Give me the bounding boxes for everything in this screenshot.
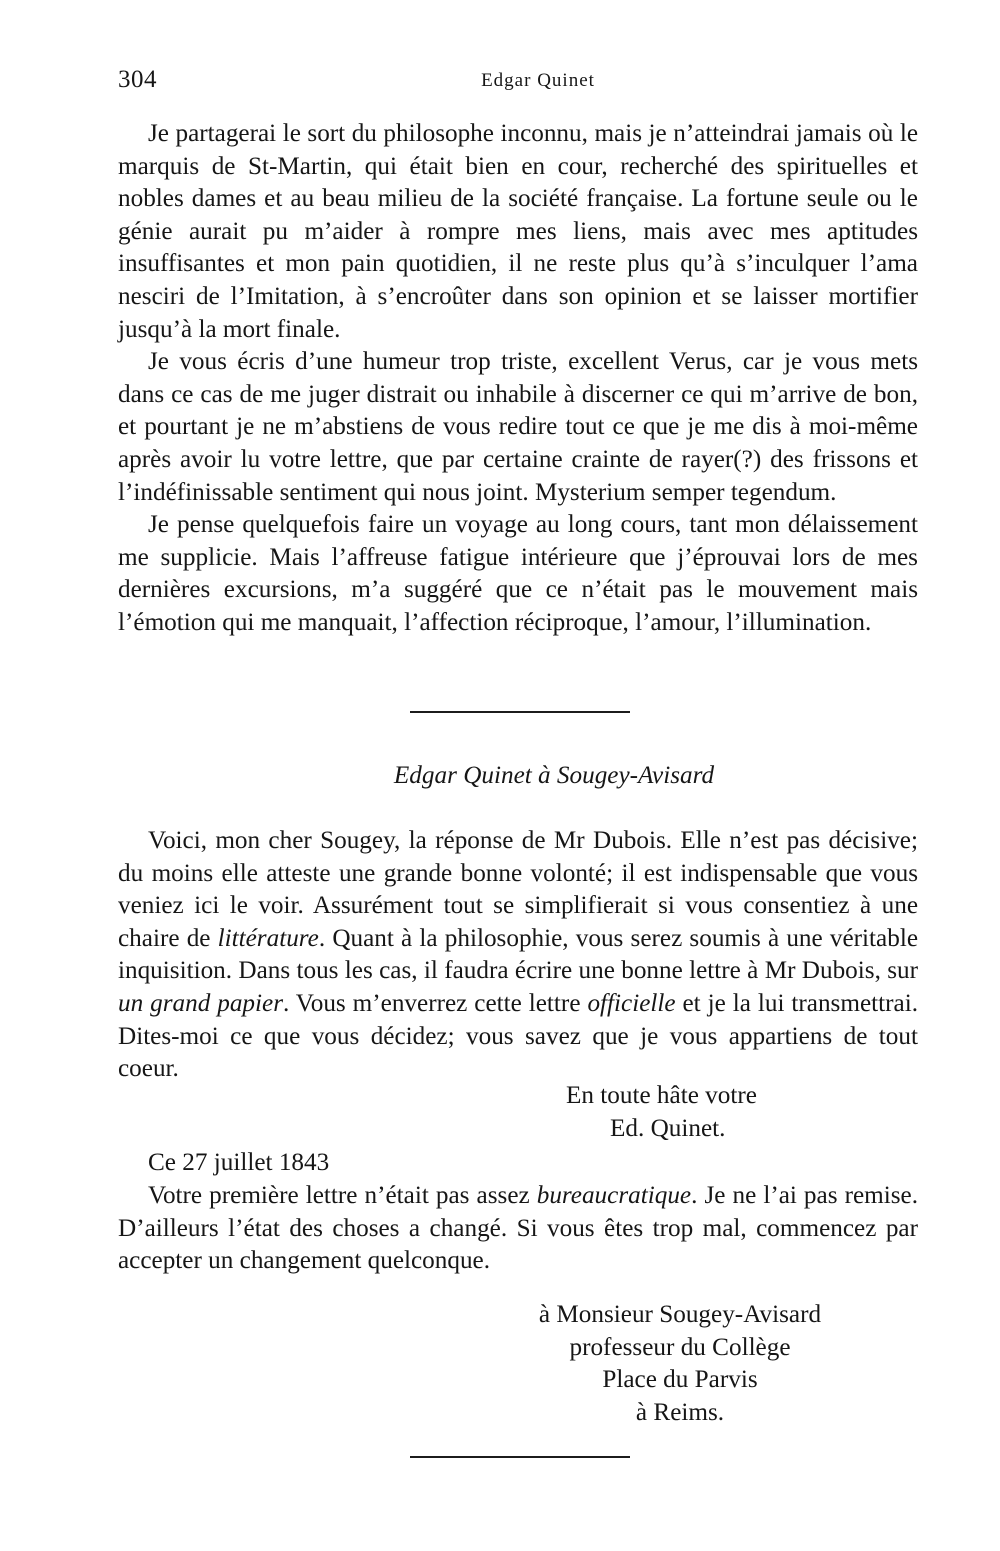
letter-title: Edgar Quinet à Sougey-Avisard xyxy=(393,762,715,789)
section-divider-bottom xyxy=(410,1456,630,1458)
letter-text-part-1: Voici, mon cher Sougey, la réponse de Mr Dubois. Elle n’est pas décisive; du moins elle atteste une grande bonne volonté; il est indispensable que vous veniez ici le voir. Assurément tout se simplifierait si vous consentiez à une chaire de xyxy=(118,827,918,952)
address-line-2: professeur du Collège xyxy=(569,1333,791,1361)
address-line-1: à Monsieur Sougey-Avisard xyxy=(538,1301,822,1328)
letter-signature: Ed. Quinet. xyxy=(610,1115,726,1142)
postscript-paragraph xyxy=(118,1180,918,1278)
emphasis-grand-papier: un grand papier xyxy=(118,989,284,1017)
letter-date: Ce 27 juillet 1843 xyxy=(148,1149,330,1176)
letter-body xyxy=(118,825,918,1086)
page-number: 304 xyxy=(118,66,157,93)
paragraph-1: Je partagerai le sort du philosophe inconnu, mais je n’atteindrai jamais où le marquis de St-Martin, qui était bien en cour, recherché des spirituelles et nobles dames et au beau milieu de la société française. La fortune seule ou le génie aurait pu m’aider à rompre mes liens, mais avec mes aptitudes insuffisantes et mon pain quotidien, il ne reste plus qu’à s’inculquer l’ama nesciri de l’Imitation, à s’encroûter dans son opinion et se laisser mortifier jusqu’à la mort finale. xyxy=(118,120,918,343)
emphasis-bureaucratique: bureaucratique xyxy=(536,1182,692,1209)
section-divider xyxy=(410,711,630,713)
paragraph-2: Je vous écris d’une humeur trop triste, excellent Verus, car je vous mets dans ce cas de me juger distrait ou inhabile à discerner ce qui m’arrive de bon, et pourtant je ne m’abstiens de vous redire tout ce que je me dis à moi-même après avoir lu votre lettre, que par certaine crainte de rayer(?) des frissons et l’indéfinissable sentiment qui nous joint. Mysterium semper tegendum. xyxy=(118,348,918,506)
address-line-3: Place du Parvis xyxy=(602,1366,758,1394)
letter-text-part-4: et je la lui transmettrai. Dites-moi ce que vous décidez; vous savez que je vous appartiens de tout coeur. xyxy=(118,989,918,1083)
letter-paragraph xyxy=(118,825,918,1086)
page-header xyxy=(118,66,918,100)
letter-excerpt-text xyxy=(118,118,918,640)
postscript xyxy=(118,1180,918,1278)
postscript-text-part-1: Votre première lettre n’était pas assez xyxy=(148,1182,537,1209)
running-head: Edgar Quinet xyxy=(481,70,595,91)
address-block xyxy=(470,1299,890,1429)
postscript-text-part-2: . Je ne l’ai pas remise. D’ailleurs l’état des choses a changé. Si vous êtes trop mal, commencez par accepter un changement quelconque. xyxy=(118,1182,919,1275)
letter-text-part-2: . Quant à la philosophie, vous serez soumis à une véritable inquisition. Dans tous les cas, il faudra écrire une bonne lettre à Mr Dubois, sur xyxy=(118,924,918,985)
address-line-4: à Reims. xyxy=(635,1398,725,1426)
emphasis-litterature: littérature xyxy=(217,924,319,952)
paragraph-3: Je pense quelquefois faire un voyage au long cours, tant mon délaissement me supplicie. Mais l’affreuse fatigue intérieure que j’éprouvai lors de mes dernières excursions, m’a suggéré que ce n’était pas le mouvement mais l’émotion qui me manquait, l’affection réciproque, l’amour, l’illumination. xyxy=(118,511,918,636)
emphasis-officielle: officielle xyxy=(587,989,676,1017)
letter-text-part-3: . Vous m’enverrez cette lettre xyxy=(283,989,588,1017)
letter-closing: En toute hâte votre xyxy=(566,1082,757,1109)
